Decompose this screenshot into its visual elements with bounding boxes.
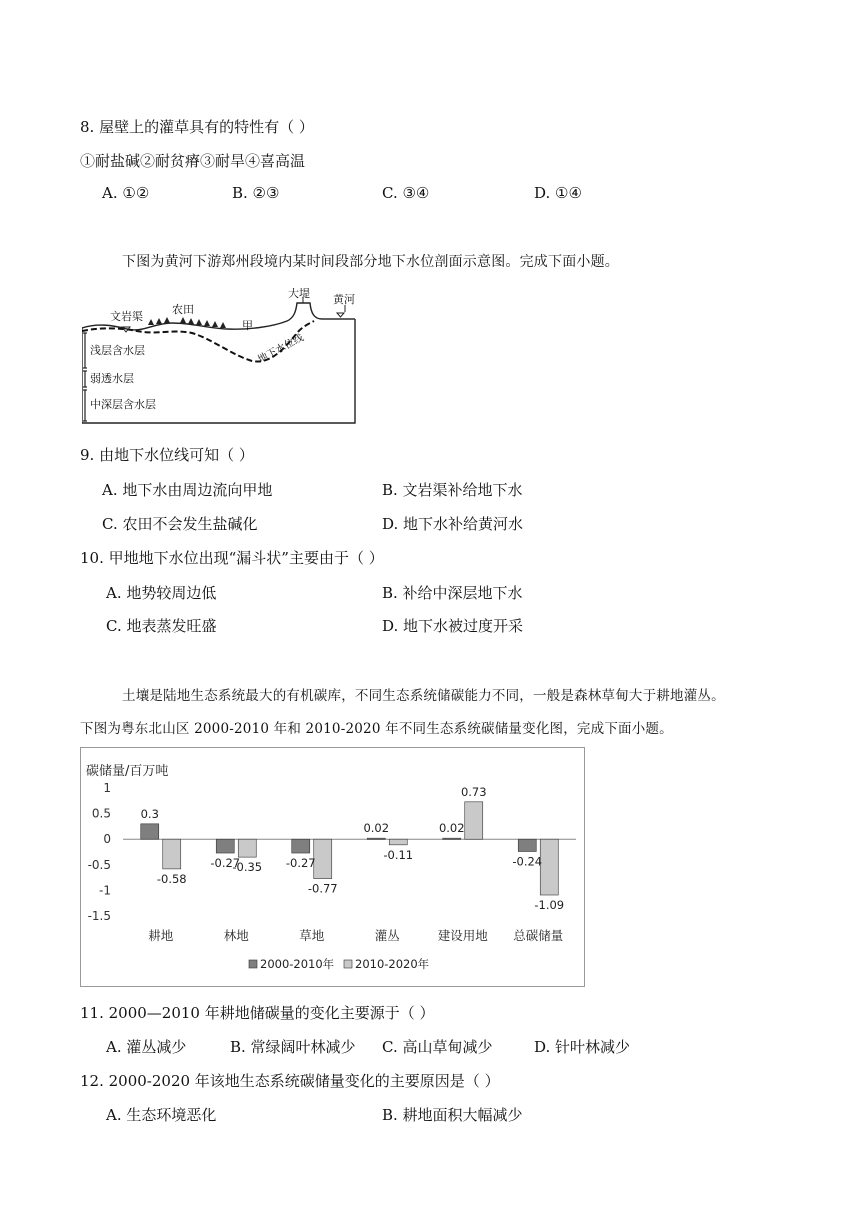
farmland-crops	[148, 317, 226, 328]
x-tick-label: 草地	[299, 928, 325, 943]
x-tick-label: 建设用地	[437, 928, 488, 943]
layer-brackets	[83, 333, 87, 421]
bar-2010-2020	[314, 839, 332, 878]
q8-items: ①耐盐碱②耐贫瘠③耐旱④喜高温	[80, 152, 306, 170]
y-tick-label: 0	[103, 832, 111, 847]
intro-paragraph-2-line-2: 下图为粤东北山区 2000-2010 年和 2010-2020 年不同生态系统碳储量变化图，完成下面小题。	[80, 721, 673, 737]
x-tick-label: 总碳储量	[513, 928, 564, 943]
legend-label: 2000-2010年	[260, 957, 335, 971]
intro-paragraph-1: 下图为黄河下游郑州段境内某时间段部分地下水位剖面示意图。完成下面小题。	[122, 254, 619, 270]
q10-option-b: B. 补给中深层地下水	[382, 584, 523, 602]
data-label: -1.09	[534, 898, 565, 913]
label-water-table: 地下水位线	[256, 332, 306, 366]
q11-option-c: C. 高山草甸减少	[382, 1038, 493, 1056]
data-label: -0.11	[383, 847, 414, 862]
q9-stem: 9. 由地下水位线可知（ ）	[80, 446, 254, 464]
legend-label: 2010-2020年	[355, 957, 430, 971]
groundwater-profile-diagram	[82, 283, 362, 425]
q10-option-c: C. 地表蒸发旺盛	[106, 617, 217, 635]
bar-2010-2020	[238, 839, 256, 857]
bar-2000-2010	[216, 839, 234, 853]
legend-swatch	[249, 960, 257, 968]
y-tick-label: 1	[103, 781, 111, 795]
label-jia: 甲	[242, 319, 253, 332]
bar-2000-2010	[443, 838, 461, 839]
data-label: -0.35	[232, 860, 263, 875]
bar-2000-2010	[367, 838, 385, 839]
q11-stem: 11. 2000—2010 年耕地储碳量的变化主要源于（ ）	[80, 1004, 435, 1022]
label-dike: 大堤	[288, 287, 310, 300]
q11-option-b: B. 常绿阔叶林减少	[230, 1038, 356, 1056]
q9-option-a: A. 地下水由周边流向甲地	[102, 481, 273, 499]
q9-option-d: D. 地下水补给黄河水	[382, 515, 524, 533]
q9-option-b: B. 文岩渠补给地下水	[382, 481, 523, 499]
y-tick-label: -1.5	[87, 909, 111, 923]
data-label: 0.02	[438, 821, 465, 836]
bar-2010-2020	[389, 839, 407, 845]
label-deep-aquifer: 中深层含水层	[90, 398, 156, 411]
bar-2000-2010	[518, 839, 536, 851]
x-tick-label: 耕地	[148, 928, 174, 943]
x-tick-label: 灌丛	[374, 928, 400, 943]
label-river: 黄河	[333, 293, 355, 306]
q10-stem: 10. 甲地地下水位出现“漏斗状”主要由于（ ）	[80, 549, 384, 567]
data-label: -0.24	[512, 854, 543, 869]
q10-option-d: D. 地下水被过度开采	[382, 617, 524, 635]
bar-2010-2020	[465, 802, 483, 839]
q8-option-c: C. ③④	[382, 184, 430, 202]
q12-option-a: A. 生态环境恶化	[106, 1106, 217, 1124]
q9-option-c: C. 农田不会发生盐碱化	[102, 515, 258, 533]
bar-2000-2010	[292, 839, 310, 853]
data-label: -0.27	[285, 856, 316, 871]
q8-stem: 8. 屋壁上的灌草具有的特性有（ ）	[80, 118, 314, 136]
data-label: -0.77	[307, 881, 338, 896]
label-farmland: 农田	[172, 303, 194, 316]
y-tick-label: 0.5	[91, 806, 111, 821]
q8-option-b: B. ②③	[232, 184, 280, 202]
q8-option-a: A. ①②	[102, 184, 150, 202]
q11-option-a: A. 灌丛减少	[106, 1038, 187, 1056]
q11-option-d: D. 针叶林减少	[534, 1038, 631, 1056]
data-label: -0.58	[156, 871, 187, 886]
q8-option-d: D. ①④	[534, 184, 582, 202]
label-weak-layer: 弱透水层	[90, 372, 134, 385]
label-canal: 文岩渠	[110, 310, 143, 323]
x-tick-label: 林地	[223, 928, 249, 943]
y-tick-label: -1	[99, 883, 111, 898]
q10-option-a: A. 地势较周边低	[106, 584, 217, 602]
data-label: -0.27	[210, 856, 241, 871]
q12-option-b: B. 耕地面积大幅减少	[382, 1106, 523, 1124]
data-label: 0.02	[363, 821, 390, 836]
bar-2000-2010	[141, 824, 159, 839]
q12-stem: 12. 2000-2020 年该地生态系统碳储量变化的主要原因是（ ）	[80, 1072, 500, 1090]
data-label: 0.3	[140, 806, 159, 821]
bar-2010-2020	[163, 839, 181, 869]
data-label: 0.73	[460, 784, 487, 799]
intro-paragraph-2-line-1: 土壤是陆地生态系统最大的有机碳库，不同生态系统储碳能力不同，一般是森林草甸大于耕地灌丛。	[122, 688, 725, 704]
label-shallow-aquifer: 浅层含水层	[90, 344, 145, 357]
bar-2010-2020	[540, 839, 558, 895]
y-axis-label: 碳储量/百万吨	[86, 764, 169, 779]
chart-svg	[81, 748, 584, 986]
y-tick-label: -0.5	[87, 857, 111, 872]
legend-swatch	[344, 960, 352, 968]
carbon-storage-chart	[80, 747, 585, 987]
